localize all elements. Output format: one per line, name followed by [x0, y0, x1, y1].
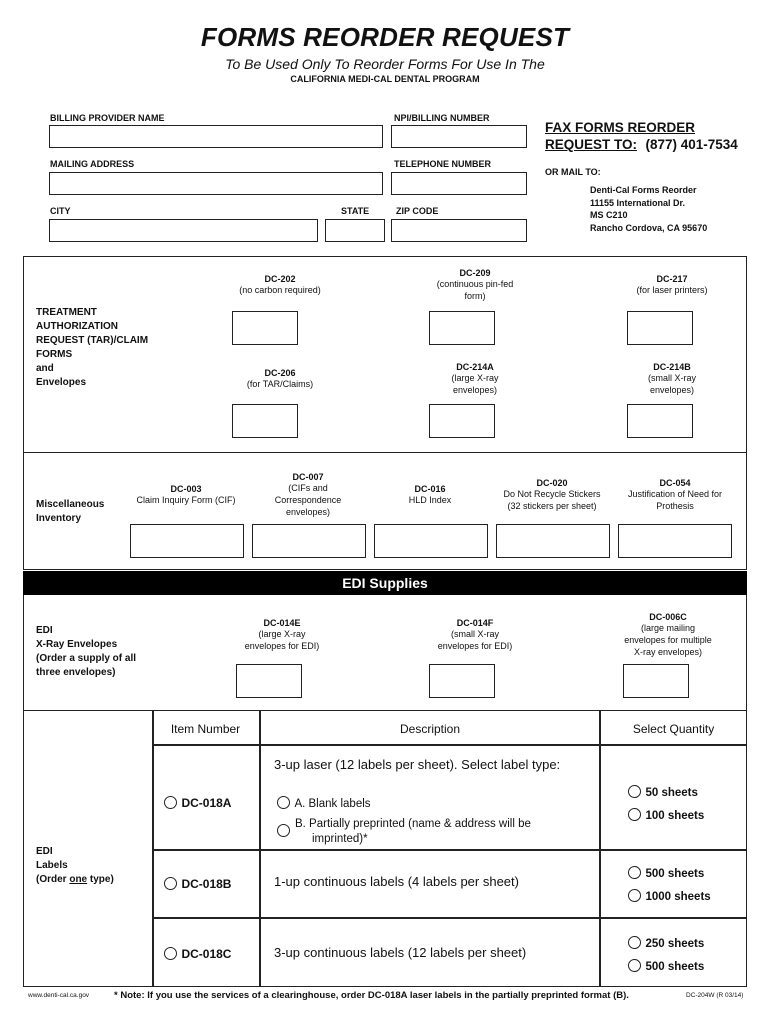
- radio-icon[interactable]: [164, 947, 177, 960]
- item-number: DC-018C: [181, 947, 232, 961]
- item-radio-dc-018a[interactable]: [164, 794, 231, 812]
- mail-address-line: 11155 International Dr.: [590, 197, 686, 208]
- item-desc: (continuous pin-fed: [436, 279, 514, 289]
- item-code: DC-007: [292, 472, 324, 482]
- edi-xray-label: [36, 624, 136, 680]
- tar-label-line: TREATMENT: [36, 307, 97, 318]
- footer-website: www.denti-cal.ca.gov: [28, 992, 90, 999]
- state-label: STATE: [341, 206, 370, 216]
- item-dc-206: [210, 368, 350, 390]
- qty-box-dc-007[interactable]: [252, 524, 366, 558]
- qty-box-dc-217[interactable]: [627, 311, 693, 345]
- qty-box-dc-016[interactable]: [374, 524, 488, 558]
- item-desc: Claim Inquiry Form (CIF): [136, 495, 236, 505]
- item-dc-217: [602, 274, 742, 296]
- item-desc: Do Not Recycle Stickers: [503, 489, 601, 499]
- item-desc: (no carbon required): [239, 285, 321, 295]
- page-title: FORMS REORDER REQUEST: [200, 22, 570, 52]
- radio-icon[interactable]: [164, 877, 177, 890]
- header-select-quantity: Select Quantity: [632, 722, 715, 736]
- item-dc-014f: [405, 618, 545, 652]
- mailing-address-input[interactable]: [49, 172, 383, 195]
- qty-label: 50 sheets: [645, 787, 698, 799]
- item-desc: envelopes): [649, 385, 695, 395]
- qty-box-dc-209[interactable]: [429, 311, 495, 345]
- qty-box-dc-014f[interactable]: [429, 664, 495, 698]
- footer-form-id: DC-204W (R 03/14): [686, 992, 744, 999]
- item-code: DC-054: [659, 478, 691, 488]
- item-code: DC-020: [536, 478, 568, 488]
- qty-box-dc-202[interactable]: [232, 311, 298, 345]
- row-description: 3-up laser (12 labels per sheet). Select label type:: [274, 757, 561, 772]
- radio-icon[interactable]: [628, 866, 641, 879]
- edi-labels-label: [36, 845, 114, 887]
- item-code: DC-209: [459, 268, 491, 278]
- qty-box-dc-214a[interactable]: [429, 404, 495, 438]
- item-code: DC-214A: [456, 362, 494, 372]
- header-description: Description: [399, 722, 461, 736]
- item-dc-202: [210, 274, 350, 296]
- radio-icon[interactable]: [628, 959, 641, 972]
- item-code: DC-206: [264, 368, 296, 378]
- qty-label: 250 sheets: [645, 938, 705, 950]
- tar-label-line: AUTHORIZATION: [36, 321, 119, 332]
- item-desc: (large mailing: [640, 623, 696, 633]
- qty-box-dc-003[interactable]: [130, 524, 244, 558]
- item-code: DC-214B: [653, 362, 691, 372]
- program-name: CALIFORNIA MEDI-CAL DENTAL PROGRAM: [290, 74, 480, 84]
- qty-label: 100 sheets: [645, 810, 705, 822]
- item-dc-007: [246, 472, 370, 518]
- edi-xray-label-line: three envelopes): [36, 667, 116, 678]
- qty-box-dc-214b[interactable]: [627, 404, 693, 438]
- qty-option[interactable]: [628, 957, 704, 975]
- city-label: CITY: [50, 206, 71, 216]
- edi-xray-label-line: EDI: [36, 625, 53, 636]
- order-text-underlined: one: [69, 874, 88, 885]
- tar-label-line: Envelopes: [36, 377, 87, 388]
- item-desc: HLD Index: [408, 495, 452, 505]
- tar-section-label: [36, 306, 148, 390]
- qty-option[interactable]: [628, 934, 704, 952]
- qty-option[interactable]: [628, 864, 704, 882]
- edi-labels-label-line: EDI: [36, 846, 53, 857]
- qty-box-dc-014e[interactable]: [236, 664, 302, 698]
- item-code: DC-014F: [456, 618, 494, 628]
- item-desc: envelopes): [452, 385, 498, 395]
- billing-provider-name-label: BILLING PROVIDER NAME: [50, 113, 165, 123]
- item-desc: (for laser printers): [636, 285, 708, 295]
- item-dc-014e: [212, 618, 352, 652]
- or-mail-to: OR MAIL TO:: [545, 167, 601, 177]
- telephone-number-input[interactable]: [391, 172, 527, 195]
- item-dc-054: [612, 478, 738, 512]
- item-radio-dc-018c[interactable]: [164, 945, 231, 963]
- edi-labels-label-line: Labels: [36, 860, 68, 871]
- item-desc: (for TAR/Claims): [246, 379, 314, 389]
- item-code: DC-016: [414, 484, 446, 494]
- npi-billing-number-input[interactable]: [391, 125, 527, 148]
- tar-label-line: FORMS: [36, 349, 73, 360]
- qty-box-dc-006c[interactable]: [623, 664, 689, 698]
- item-desc: X-ray envelopes): [633, 647, 703, 657]
- item-dc-016: [368, 484, 492, 506]
- item-desc: Prothesis: [656, 501, 694, 511]
- item-desc: (32 stickers per sheet): [507, 501, 597, 511]
- order-text: type): [87, 874, 114, 885]
- mail-address-line: MS C210: [590, 210, 628, 220]
- qty-box-dc-020[interactable]: [496, 524, 610, 558]
- radio-icon[interactable]: [628, 889, 641, 902]
- misc-label-line: Inventory: [36, 513, 82, 524]
- qty-label: 500 sheets: [645, 868, 705, 880]
- tar-label-line: REQUEST (TAR)/CLAIM: [36, 335, 149, 346]
- option-blank-labels[interactable]: [277, 794, 371, 812]
- qty-option[interactable]: [628, 887, 711, 905]
- item-desc: envelopes): [285, 507, 331, 517]
- fax-request-to: REQUEST TO:: [545, 137, 638, 152]
- edi-xray-label-line: X-Ray Envelopes: [36, 639, 118, 650]
- item-code: DC-202: [264, 274, 296, 284]
- item-desc: Justification of Need for: [627, 489, 723, 499]
- misc-label-line: Miscellaneous: [36, 499, 105, 510]
- qty-option[interactable]: [628, 783, 698, 801]
- billing-provider-name-input[interactable]: [49, 125, 383, 148]
- header-item-number: Item Number: [170, 722, 241, 736]
- option-label: A. Blank labels: [294, 798, 371, 810]
- mail-address-line: Rancho Cordova, CA 95670: [590, 222, 708, 233]
- mailing-address-label: MAILING ADDRESS: [50, 159, 135, 169]
- table-divider: [152, 849, 747, 851]
- item-desc: Correspondence: [274, 495, 342, 505]
- item-desc: envelopes for EDI): [437, 641, 513, 651]
- table-divider: [152, 917, 747, 919]
- qty-box-dc-206[interactable]: [232, 404, 298, 438]
- item-dc-209: [405, 268, 545, 302]
- zip-code-input[interactable]: [391, 219, 527, 242]
- item-number: DC-018B: [181, 877, 232, 891]
- item-desc: (large X-ray: [451, 373, 499, 383]
- row-description: 1-up continuous labels (4 labels per sheet): [274, 874, 519, 889]
- edi-labels-order-line: [36, 873, 114, 887]
- radio-icon[interactable]: [277, 796, 290, 809]
- fax-number: (877) 401-7534: [645, 137, 738, 152]
- qty-box-dc-054[interactable]: [618, 524, 732, 558]
- tar-label-line: and: [36, 363, 54, 374]
- edi-xray-label-line: (Order a supply of all: [36, 653, 137, 664]
- radio-icon[interactable]: [628, 936, 641, 949]
- item-desc: (CIFs and: [288, 483, 328, 493]
- mail-address: [590, 184, 707, 234]
- item-radio-dc-018b[interactable]: [164, 875, 231, 893]
- qty-label: 1000 sheets: [645, 891, 711, 903]
- qty-label: 500 sheets: [645, 961, 705, 973]
- misc-section-label: [36, 498, 104, 526]
- item-desc: envelopes for multiple: [624, 635, 712, 645]
- telephone-number-label: TELEPHONE NUMBER: [394, 159, 492, 169]
- option-partially-preprinted[interactable]: [277, 817, 531, 847]
- fax-heading: FAX FORMS REORDER: [545, 120, 696, 135]
- item-code: DC-006C: [649, 612, 687, 622]
- npi-billing-number-label: NPI/BILLING NUMBER: [394, 113, 490, 123]
- table-divider: [152, 744, 747, 746]
- radio-icon[interactable]: [628, 808, 641, 821]
- edi-supplies-bar: EDI Supplies: [23, 571, 747, 595]
- fax-request-line: [545, 136, 738, 154]
- zip-code-label: ZIP CODE: [396, 206, 439, 216]
- item-dc-003: [124, 484, 248, 506]
- item-desc: (large X-ray: [258, 629, 306, 639]
- item-dc-006c: [598, 612, 738, 658]
- state-input[interactable]: [325, 219, 385, 242]
- item-number: DC-018A: [181, 796, 232, 810]
- item-code: DC-217: [656, 274, 688, 284]
- radio-icon[interactable]: [277, 824, 290, 837]
- item-dc-020: [490, 478, 614, 512]
- mail-address-line: Denti-Cal Forms Reorder: [590, 185, 697, 195]
- radio-icon[interactable]: [628, 785, 641, 798]
- item-dc-214b: [602, 362, 742, 396]
- option-label: B. Partially preprinted (name & address will be: [295, 818, 531, 830]
- radio-icon[interactable]: [164, 796, 177, 809]
- item-dc-214a: [405, 362, 545, 396]
- item-code: DC-014E: [263, 618, 301, 628]
- item-code: DC-003: [170, 484, 202, 494]
- footer-note: * Note: If you use the services of a clearinghouse, order DC-018A laser labels in the partially preprinted format (B).: [114, 990, 629, 1001]
- item-desc: form): [464, 291, 486, 301]
- qty-option[interactable]: [628, 806, 704, 824]
- row-description: 3-up continuous labels (12 labels per sheet): [274, 945, 527, 960]
- option-label: imprinted)*: [312, 833, 368, 845]
- item-desc: envelopes for EDI): [244, 641, 320, 651]
- page-subtitle: To Be Used Only To Reorder Forms For Use In The: [225, 56, 545, 72]
- order-text: (Order: [36, 874, 70, 885]
- city-input[interactable]: [49, 219, 318, 242]
- item-desc: (small X-ray: [647, 373, 696, 383]
- item-desc: (small X-ray: [450, 629, 499, 639]
